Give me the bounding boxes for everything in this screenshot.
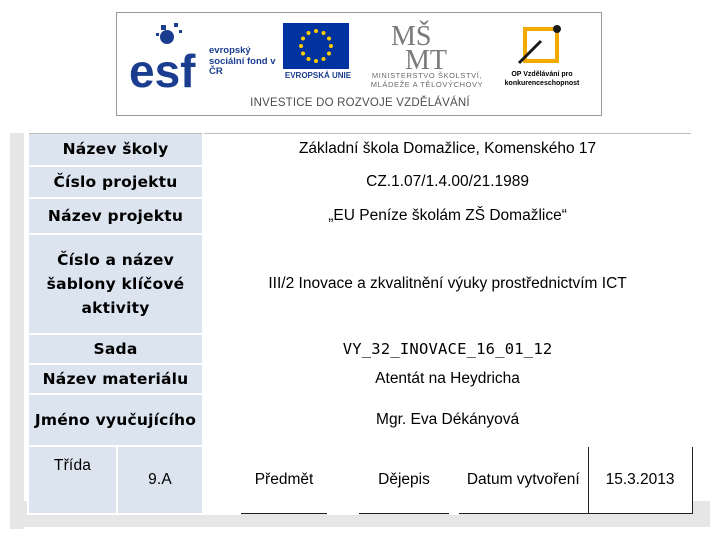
eu-text: EVROPSKÁ UNIE bbox=[284, 71, 352, 80]
msmt-text: MINISTERSTVO ŠKOLSTVÍ, MLÁDEŽE A TĚLOVÝCHOVY bbox=[370, 71, 484, 89]
project-info-table bbox=[27, 133, 693, 515]
op-logo bbox=[511, 23, 571, 69]
label-nazev-materialu: Název materiálu bbox=[28, 364, 203, 394]
spacer-cell bbox=[203, 446, 240, 514]
left-decor-strip bbox=[10, 133, 24, 529]
table-row bbox=[28, 198, 692, 234]
table-row bbox=[28, 394, 692, 446]
label-datum-vytvoreni: Datum vytvoření bbox=[458, 446, 588, 514]
table-row bbox=[28, 166, 692, 198]
value-nazev-skoly: Základní škola Domažlice, Komenského 17 bbox=[203, 134, 692, 166]
value-predmet: Dějepis bbox=[358, 446, 450, 514]
logo-banner bbox=[116, 12, 602, 116]
table-row bbox=[28, 134, 692, 166]
table-row bbox=[28, 364, 692, 394]
value-jmeno-vyucujiciho: Mgr. Eva Dékányová bbox=[203, 394, 692, 446]
msmt-logo bbox=[387, 19, 467, 74]
value-trida: 9.A bbox=[117, 446, 203, 514]
op-text: OP Vzdělávání pro konkurenceschopnost bbox=[504, 71, 580, 87]
table-row bbox=[28, 446, 692, 514]
label-sada: Sada bbox=[28, 334, 203, 364]
esf-text: evropský sociální fond v ČR bbox=[209, 45, 276, 77]
table-row bbox=[28, 234, 692, 334]
value-sada: VY_32_INOVACE_16_01_12 bbox=[203, 334, 692, 364]
esf-logo bbox=[129, 21, 215, 91]
table-row bbox=[28, 334, 692, 364]
value-nazev-materialu: Atentát na Heydricha bbox=[203, 364, 692, 394]
value-nazev-projektu: „EU Peníze školám ZŠ Domažlice“ bbox=[203, 198, 692, 234]
value-datum-vytvoreni: 15.3.2013 bbox=[588, 446, 692, 514]
label-cislo-projektu: Číslo projektu bbox=[28, 166, 203, 198]
svg-text:esf: esf bbox=[129, 45, 196, 91]
label-nazev-projektu: Název projektu bbox=[28, 198, 203, 234]
svg-text:MT: MT bbox=[405, 45, 447, 74]
label-sablona: Číslo a název šablony klíčové aktivity bbox=[28, 234, 203, 334]
spacer-cell bbox=[328, 446, 358, 514]
svg-text:MŠ: MŠ bbox=[391, 21, 432, 52]
investice-heading: INVESTICE DO ROZVOJE VZDĚLÁVÁNÍ bbox=[250, 97, 470, 109]
spacer-cell bbox=[450, 446, 458, 514]
label-trida: Třída bbox=[28, 446, 117, 514]
value-cislo-projektu: CZ.1.07/1.4.00/21.1989 bbox=[203, 166, 692, 198]
label-predmet: Předmět bbox=[240, 446, 328, 514]
label-nazev-skoly: Název školy bbox=[28, 134, 203, 166]
value-sablona: III/2 Inovace a zkvalitnění výuky prostřednictvím ICT bbox=[203, 234, 692, 334]
eu-flag-icon bbox=[283, 23, 349, 69]
label-jmeno-vyucujiciho: Jméno vyučujícího bbox=[28, 394, 203, 446]
